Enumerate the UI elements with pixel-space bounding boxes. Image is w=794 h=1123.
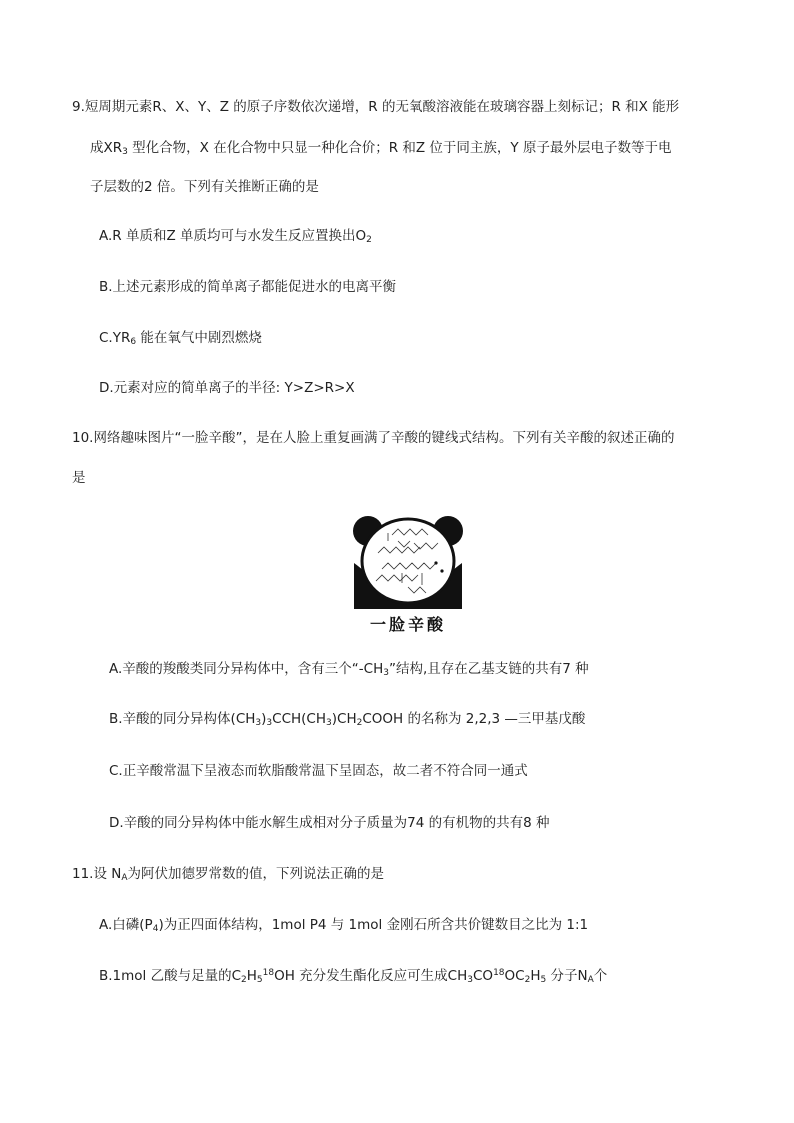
figure-caption: 一脸辛酸: [369, 615, 446, 634]
q10-stem-line2: 是: [72, 470, 86, 486]
panda-face: [362, 519, 454, 603]
q9-stem-line1: 9.短周期元素R、X、Y、Z 的原子序数依次递增，R 的无氧酸溶液能在玻璃容器上刻标记；R 和X 能形: [72, 99, 680, 115]
q10-option-d: D.辛酸的同分异构体中能水解生成相对分子质量为74 的有机物的共有8 种: [109, 815, 550, 831]
q9-option-b: B.上述元素形成的简单离子都能促进水的电离平衡: [99, 279, 397, 295]
q9-stem-line2: 成$XR_3$ 型化合物，X 在化合物中只显一种化合价；R 和Z 位于同主族，Y 原子最外层电子数等于电: [90, 140, 672, 157]
q11-option-b: B.1mol 乙酸与足量的$C_2H_5^{18}OH$ 充分发生酯化反应可生成$CH_3CO^{18}OC_2H_5$ 分子$N_A$个: [99, 968, 608, 985]
q10-option-a: A.辛酸的羧酸类同分异构体中，含有三个“$-CH_3$”结构,且存在乙基支链的共有7 种: [109, 661, 589, 678]
q9-option-c: $C.YR_6$ 能在氧气中剧烈燃烧: [99, 330, 262, 347]
q9-option-a: A.R 单质和Z 单质均可与水发生反应置换出$O_2$: [99, 228, 372, 245]
q9-stem-line3: 子层数的2 倍。下列有关推断正确的是: [90, 179, 319, 195]
q10-stem-line1: 10.网络趣味图片“一脸辛酸”，是在人脸上重复画满了辛酸的键线式结构。下列有关辛酸的叙述正确的: [72, 430, 675, 446]
q11-option-a: A.白磷$(P_4)$为正四面体结构，1mol P4 与 1mol 金刚石所含共价键数目之比为 1:1: [99, 917, 589, 934]
q10-option-c: C.正辛酸常温下呈液态而软脂酸常温下呈固态，故二者不符合同一通式: [109, 763, 528, 779]
q10-option-b: B.辛酸的同分异构体$(CH_3)_3CCH(CH_3)CH_2COOH$ 的名称为 2,2,3 —三甲基戊酸: [109, 711, 586, 728]
q9-option-d: D.元素对应的简单离子的半径: Y>Z>R>X: [99, 380, 355, 396]
q11-stem: 11.设 $N_A$为阿伏加德罗常数的值，下列说法正确的是: [72, 866, 385, 883]
